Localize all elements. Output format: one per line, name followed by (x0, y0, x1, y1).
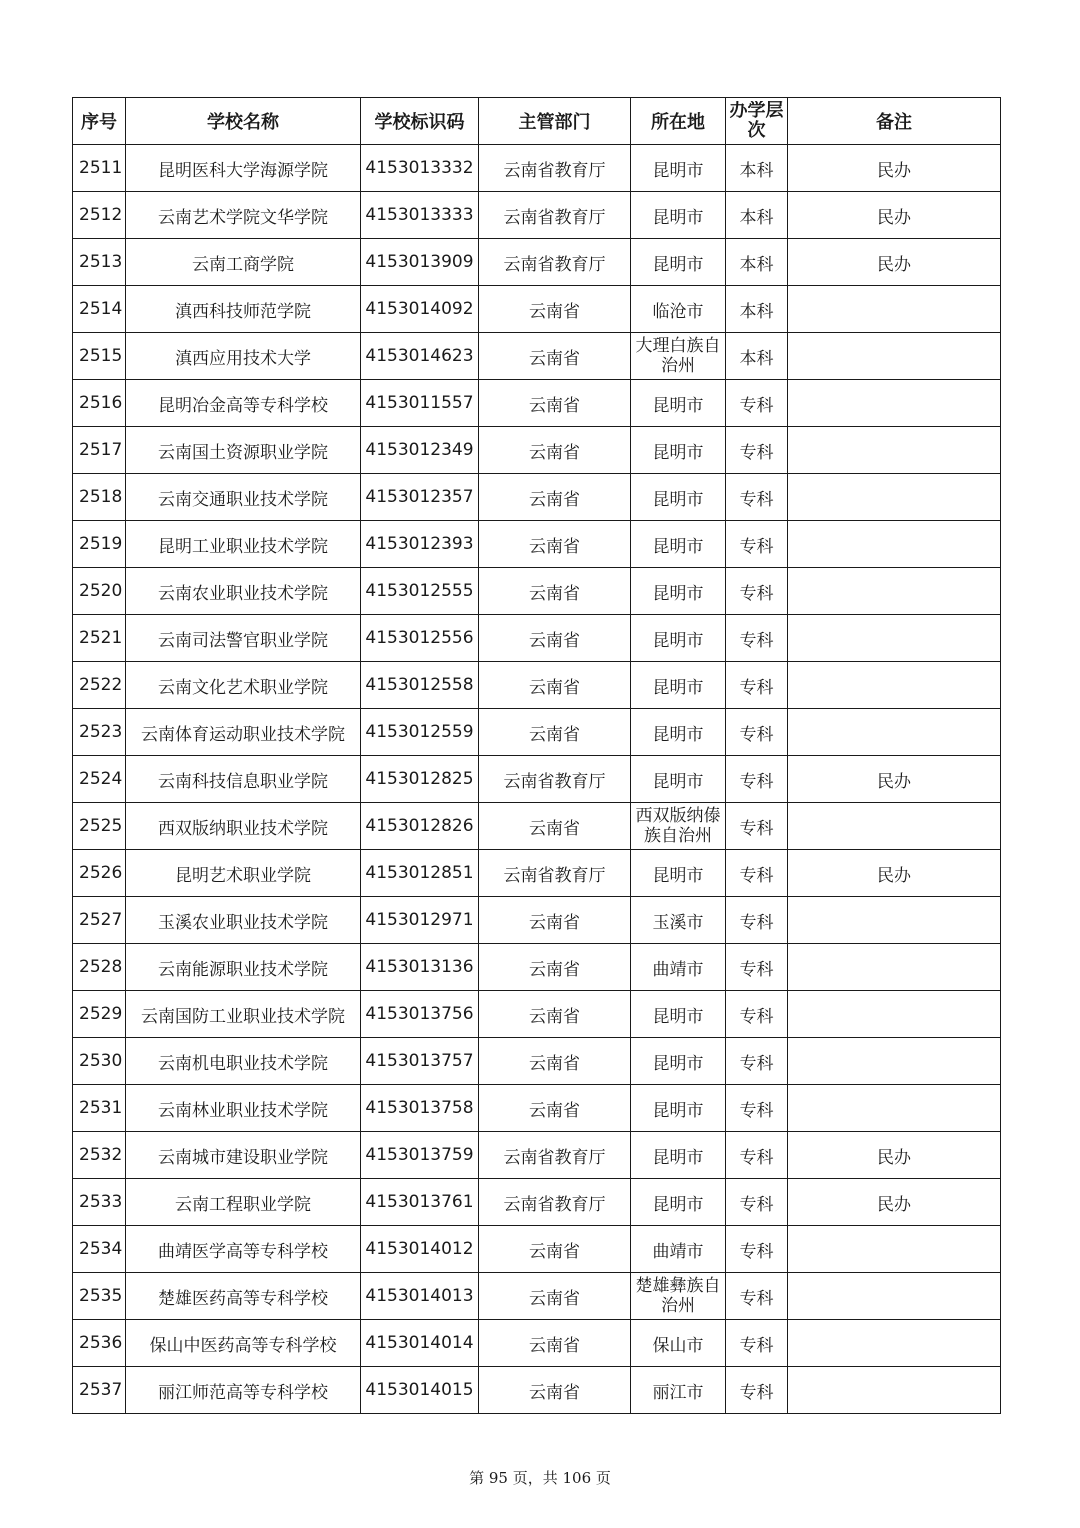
cell-school-code: 4153013333 (361, 192, 479, 239)
cell-location (631, 1273, 726, 1320)
cell-seq: 2536 (73, 1320, 126, 1367)
cell-school-code: 4153014014 (361, 1320, 479, 1367)
cell-school-name: 云南交通职业技术学院 (126, 474, 361, 521)
header-seq: 序号 (73, 98, 126, 145)
cell-note: 民办 (788, 1179, 1001, 1226)
cell-department: 云南省教育厅 (479, 192, 631, 239)
cell-location: 昆明市 (631, 709, 726, 756)
cell-note (788, 897, 1001, 944)
cell-school-name: 昆明冶金高等专科学校 (126, 380, 361, 427)
cell-seq: 2530 (73, 1038, 126, 1085)
cell-school-code: 4153012357 (361, 474, 479, 521)
cell-note (788, 1367, 1001, 1414)
cell-department: 云南省 (479, 1038, 631, 1085)
cell-location-text: 西双版纳傣族自治州 (635, 806, 721, 846)
table-row (73, 1226, 1001, 1273)
table-row (73, 1179, 1001, 1226)
table-body (73, 145, 1001, 1414)
cell-location-text: 大理白族自治州 (635, 336, 721, 376)
cell-level: 本科 (726, 239, 788, 286)
table-row (73, 1038, 1001, 1085)
cell-department: 云南省 (479, 709, 631, 756)
cell-location: 昆明市 (631, 850, 726, 897)
table-row (73, 1367, 1001, 1414)
cell-school-name: 滇西应用技术大学 (126, 333, 361, 380)
cell-location: 昆明市 (631, 1179, 726, 1226)
cell-school-name: 云南司法警官职业学院 (126, 615, 361, 662)
cell-level: 专科 (726, 427, 788, 474)
cell-note (788, 286, 1001, 333)
table-row (73, 474, 1001, 521)
cell-seq: 2521 (73, 615, 126, 662)
cell-school-code: 4153012349 (361, 427, 479, 474)
cell-department: 云南省教育厅 (479, 850, 631, 897)
cell-department: 云南省 (479, 803, 631, 850)
cell-seq: 2522 (73, 662, 126, 709)
cell-seq: 2528 (73, 944, 126, 991)
cell-school-name: 云南工商学院 (126, 239, 361, 286)
cell-seq: 2534 (73, 1226, 126, 1273)
cell-department: 云南省 (479, 662, 631, 709)
cell-school-name: 云南科技信息职业学院 (126, 756, 361, 803)
cell-school-code: 4153012851 (361, 850, 479, 897)
cell-school-code: 4153013761 (361, 1179, 479, 1226)
cell-seq: 2532 (73, 1132, 126, 1179)
cell-school-name: 云南体育运动职业技术学院 (126, 709, 361, 756)
cell-level: 专科 (726, 568, 788, 615)
cell-location: 昆明市 (631, 145, 726, 192)
cell-school-name: 云南国防工业职业技术学院 (126, 991, 361, 1038)
table-row (73, 145, 1001, 192)
cell-school-code: 4153013756 (361, 991, 479, 1038)
cell-school-name: 云南工程职业学院 (126, 1179, 361, 1226)
table-row (73, 897, 1001, 944)
cell-note: 民办 (788, 1132, 1001, 1179)
cell-school-name: 云南农业职业技术学院 (126, 568, 361, 615)
cell-seq: 2514 (73, 286, 126, 333)
cell-school-name: 云南能源职业技术学院 (126, 944, 361, 991)
cell-location-text: 楚雄彝族自治州 (635, 1276, 721, 1316)
cell-level: 专科 (726, 1179, 788, 1226)
cell-location (631, 803, 726, 850)
cell-seq: 2520 (73, 568, 126, 615)
table-row (73, 239, 1001, 286)
cell-seq: 2512 (73, 192, 126, 239)
page-footer: 第 95 页，共 106 页 (469, 1469, 611, 1487)
table-row (73, 991, 1001, 1038)
cell-department: 云南省 (479, 1085, 631, 1132)
header-school-code: 学校标识码 (361, 98, 479, 145)
cell-school-code: 4153014015 (361, 1367, 479, 1414)
cell-note (788, 1038, 1001, 1085)
cell-school-name: 云南国土资源职业学院 (126, 427, 361, 474)
table-row (73, 1085, 1001, 1132)
cell-location: 昆明市 (631, 192, 726, 239)
cell-school-name: 昆明医科大学海源学院 (126, 145, 361, 192)
cell-school-name: 玉溪农业职业技术学院 (126, 897, 361, 944)
table-row (73, 1320, 1001, 1367)
cell-department: 云南省 (479, 286, 631, 333)
cell-note: 民办 (788, 192, 1001, 239)
header-level-text: 办学层次 (729, 101, 784, 141)
table-row (73, 615, 1001, 662)
cell-school-name: 云南城市建设职业学院 (126, 1132, 361, 1179)
cell-note (788, 521, 1001, 568)
cell-seq: 2535 (73, 1273, 126, 1320)
cell-note (788, 615, 1001, 662)
cell-location: 临沧市 (631, 286, 726, 333)
cell-location (631, 333, 726, 380)
cell-department: 云南省 (479, 991, 631, 1038)
cell-school-name: 昆明艺术职业学院 (126, 850, 361, 897)
cell-seq: 2511 (73, 145, 126, 192)
table-row (73, 521, 1001, 568)
cell-level: 专科 (726, 1038, 788, 1085)
cell-note: 民办 (788, 145, 1001, 192)
cell-school-code: 4153013909 (361, 239, 479, 286)
cell-location: 保山市 (631, 1320, 726, 1367)
cell-department: 云南省 (479, 944, 631, 991)
cell-school-name: 丽江师范高等专科学校 (126, 1367, 361, 1414)
cell-note (788, 803, 1001, 850)
header-note: 备注 (788, 98, 1001, 145)
cell-note (788, 709, 1001, 756)
cell-school-code: 4153014623 (361, 333, 479, 380)
cell-school-code: 4153013759 (361, 1132, 479, 1179)
cell-seq: 2527 (73, 897, 126, 944)
table-row (73, 333, 1001, 380)
cell-note (788, 333, 1001, 380)
cell-seq: 2515 (73, 333, 126, 380)
cell-school-name: 楚雄医药高等专科学校 (126, 1273, 361, 1320)
cell-school-name: 云南文化艺术职业学院 (126, 662, 361, 709)
cell-location: 昆明市 (631, 991, 726, 1038)
cell-seq: 2533 (73, 1179, 126, 1226)
cell-location: 昆明市 (631, 568, 726, 615)
cell-level: 专科 (726, 1273, 788, 1320)
cell-location: 昆明市 (631, 1038, 726, 1085)
cell-seq: 2531 (73, 1085, 126, 1132)
header-department: 主管部门 (479, 98, 631, 145)
cell-location: 昆明市 (631, 474, 726, 521)
table-row (73, 568, 1001, 615)
cell-level: 专科 (726, 1085, 788, 1132)
table-row (73, 756, 1001, 803)
table-row (73, 662, 1001, 709)
cell-school-code: 4153013136 (361, 944, 479, 991)
cell-level: 专科 (726, 991, 788, 1038)
cell-level: 专科 (726, 944, 788, 991)
cell-location: 昆明市 (631, 615, 726, 662)
table-row (73, 380, 1001, 427)
cell-department: 云南省 (479, 521, 631, 568)
cell-school-name: 云南机电职业技术学院 (126, 1038, 361, 1085)
cell-level: 专科 (726, 615, 788, 662)
cell-school-name: 滇西科技师范学院 (126, 286, 361, 333)
cell-department: 云南省 (479, 1320, 631, 1367)
cell-department: 云南省 (479, 380, 631, 427)
cell-school-name: 云南艺术学院文华学院 (126, 192, 361, 239)
cell-location: 昆明市 (631, 380, 726, 427)
cell-location: 昆明市 (631, 239, 726, 286)
cell-department: 云南省 (479, 1367, 631, 1414)
cell-level: 专科 (726, 380, 788, 427)
table-row (73, 944, 1001, 991)
cell-location: 昆明市 (631, 1132, 726, 1179)
table-row (73, 192, 1001, 239)
cell-department: 云南省教育厅 (479, 145, 631, 192)
cell-note (788, 944, 1001, 991)
cell-school-name: 保山中医药高等专科学校 (126, 1320, 361, 1367)
cell-level: 专科 (726, 709, 788, 756)
cell-school-code: 4153012826 (361, 803, 479, 850)
cell-school-name: 昆明工业职业技术学院 (126, 521, 361, 568)
cell-school-code: 4153012825 (361, 756, 479, 803)
cell-school-code: 4153013332 (361, 145, 479, 192)
cell-school-code: 4153012556 (361, 615, 479, 662)
cell-school-code: 4153012555 (361, 568, 479, 615)
cell-level: 专科 (726, 897, 788, 944)
cell-level: 本科 (726, 286, 788, 333)
cell-seq: 2518 (73, 474, 126, 521)
cell-school-name: 西双版纳职业技术学院 (126, 803, 361, 850)
cell-level: 专科 (726, 474, 788, 521)
cell-school-code: 4153014092 (361, 286, 479, 333)
cell-level: 专科 (726, 803, 788, 850)
cell-department: 云南省 (479, 1273, 631, 1320)
cell-department: 云南省 (479, 897, 631, 944)
cell-school-name: 曲靖医学高等专科学校 (126, 1226, 361, 1273)
cell-level: 本科 (726, 145, 788, 192)
cell-seq: 2526 (73, 850, 126, 897)
cell-note (788, 1273, 1001, 1320)
cell-location: 玉溪市 (631, 897, 726, 944)
cell-school-code: 4153012559 (361, 709, 479, 756)
cell-note (788, 991, 1001, 1038)
cell-department: 云南省教育厅 (479, 1179, 631, 1226)
cell-location: 昆明市 (631, 1085, 726, 1132)
cell-level: 专科 (726, 1132, 788, 1179)
cell-department: 云南省教育厅 (479, 1132, 631, 1179)
cell-note (788, 474, 1001, 521)
cell-school-code: 4153012558 (361, 662, 479, 709)
school-list-table (72, 97, 1001, 1414)
cell-note (788, 1226, 1001, 1273)
cell-seq: 2537 (73, 1367, 126, 1414)
cell-seq: 2529 (73, 991, 126, 1038)
table-row (73, 850, 1001, 897)
cell-department: 云南省教育厅 (479, 756, 631, 803)
table-row (73, 803, 1001, 850)
table-row (73, 1132, 1001, 1179)
cell-seq: 2525 (73, 803, 126, 850)
cell-seq: 2516 (73, 380, 126, 427)
cell-school-code: 4153014013 (361, 1273, 479, 1320)
cell-location: 昆明市 (631, 756, 726, 803)
cell-school-code: 4153013757 (361, 1038, 479, 1085)
cell-location: 昆明市 (631, 662, 726, 709)
cell-seq: 2517 (73, 427, 126, 474)
cell-note: 民办 (788, 850, 1001, 897)
cell-level: 专科 (726, 662, 788, 709)
cell-school-code: 4153012971 (361, 897, 479, 944)
cell-level: 专科 (726, 1320, 788, 1367)
header-school-name: 学校名称 (126, 98, 361, 145)
table-header-row (73, 98, 1001, 145)
cell-school-code: 4153013758 (361, 1085, 479, 1132)
cell-department: 云南省 (479, 1226, 631, 1273)
table-row (73, 709, 1001, 756)
cell-department: 云南省 (479, 333, 631, 380)
cell-location: 曲靖市 (631, 944, 726, 991)
cell-level: 专科 (726, 756, 788, 803)
table-row (73, 427, 1001, 474)
cell-department: 云南省 (479, 615, 631, 662)
cell-department: 云南省 (479, 568, 631, 615)
cell-department: 云南省 (479, 474, 631, 521)
cell-level: 本科 (726, 333, 788, 380)
cell-location: 昆明市 (631, 521, 726, 568)
cell-level: 专科 (726, 1367, 788, 1414)
cell-level: 本科 (726, 192, 788, 239)
cell-note: 民办 (788, 239, 1001, 286)
cell-seq: 2523 (73, 709, 126, 756)
cell-department: 云南省教育厅 (479, 239, 631, 286)
table-row (73, 286, 1001, 333)
header-level (726, 98, 788, 145)
cell-note: 民办 (788, 756, 1001, 803)
cell-department: 云南省 (479, 427, 631, 474)
cell-location: 昆明市 (631, 427, 726, 474)
table-row (73, 1273, 1001, 1320)
cell-seq: 2519 (73, 521, 126, 568)
cell-note (788, 662, 1001, 709)
cell-seq: 2524 (73, 756, 126, 803)
cell-note (788, 1085, 1001, 1132)
header-location: 所在地 (631, 98, 726, 145)
cell-note (788, 380, 1001, 427)
cell-location: 曲靖市 (631, 1226, 726, 1273)
cell-level: 专科 (726, 850, 788, 897)
cell-note (788, 568, 1001, 615)
cell-school-code: 4153014012 (361, 1226, 479, 1273)
cell-school-code: 4153011557 (361, 380, 479, 427)
cell-school-name: 云南林业职业技术学院 (126, 1085, 361, 1132)
cell-location: 丽江市 (631, 1367, 726, 1414)
cell-level: 专科 (726, 521, 788, 568)
cell-seq: 2513 (73, 239, 126, 286)
cell-note (788, 1320, 1001, 1367)
cell-school-code: 4153012393 (361, 521, 479, 568)
cell-note (788, 427, 1001, 474)
cell-level: 专科 (726, 1226, 788, 1273)
